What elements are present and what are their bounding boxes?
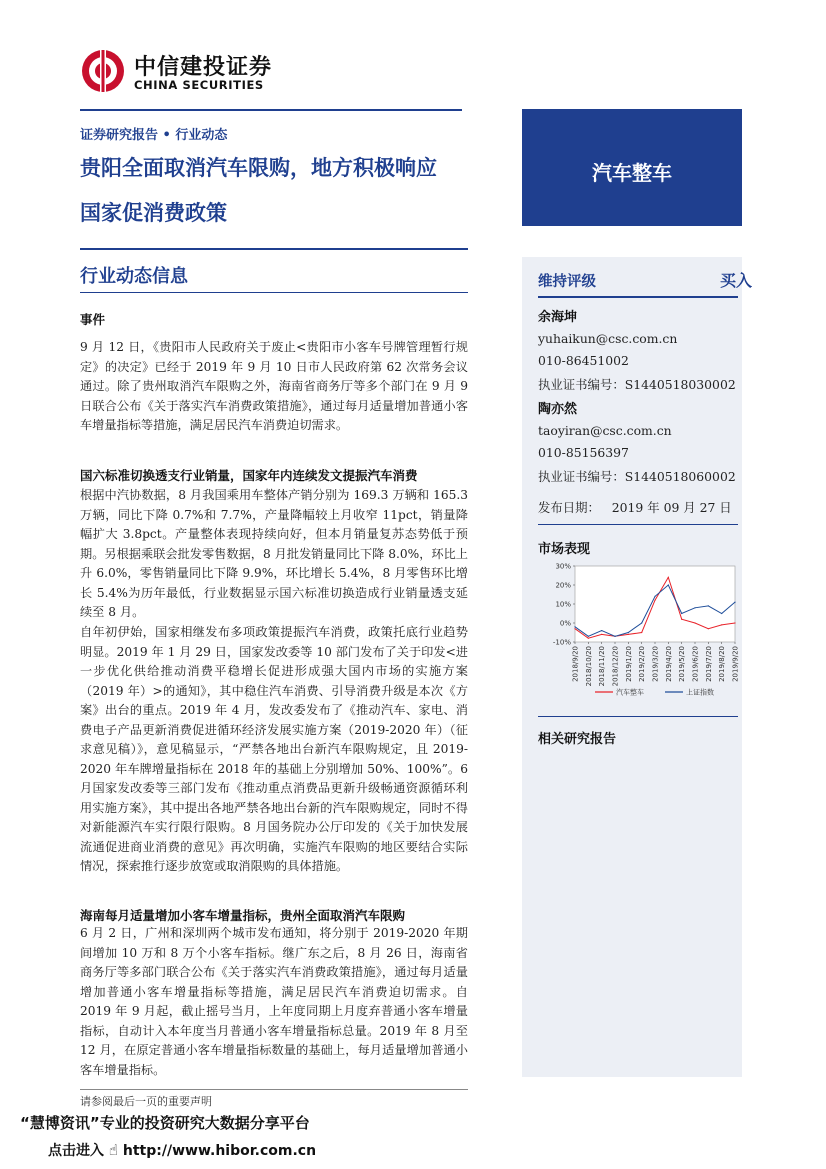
event-paragraph-text: 9 月 12 日，《贵阳市人民政府关于废止<贵阳市小客车号牌管理暂行规定》的决定》已经于 2019 年 9 月 10 日市人民政府第 62 次常务会议通过。除了贵州取消汽车限购之外，海南省商务厅等多个部门在 9 月 9 日联合公布《关于落实汽车消费政策措施》，通过每月适量增加普通小客车增量指标等措施，满足居民汽车消费迫切需求。 [80,340,468,432]
x-tick-label: 2018/9/20 [571,646,580,682]
series-point [588,636,589,637]
paragraph-4-text: 6 月 2 日，广州和深圳两个城市发布通知，将分别于 2019-2020 年期间增加 10 万和 8 万个小客车指标。继广东之后，8 月 26 日，海南省商务厅等多部门联合公布《关于落实汽车消费政策措施》，通过每月适量增加普通小客车增量指标等措施，满足居民汽车消费迫切需求。自 2019 年 9 月起，截止摇号当月，上年度同期上月度弃普通小客车增量指标，自动计入本年度当月普通小客车增量指标总量。2019 年 8 月至 12 月，在原定普通小客车增量指标数量的基础上，每月适量增加普通小客车增量指标。 [80,926,468,1077]
series-point [654,596,655,597]
analyst2-phone: 010-85156397 [538,445,629,460]
x-tick-label: 2018/12/20 [611,646,620,687]
x-tick-label: 2018/10/20 [584,646,593,687]
series-point [708,628,709,629]
series-point [721,613,722,614]
series-point [668,577,669,578]
rating-label: 维持评级 [538,274,596,290]
series-point [668,584,669,585]
y-tick-label: -10% [552,638,571,647]
report-type: 证券研究报告 • 行业动态 [80,128,228,143]
series-point [641,622,642,623]
footer-disclaimer: 请参阅最后一页的重要声明 [80,1095,212,1108]
series-point [681,613,682,614]
x-tick-label: 2018/11/20 [598,646,607,687]
related-title: 相关研究报告 [538,732,617,747]
paragraph-4 [80,924,468,1080]
event-heading: 事件 [80,312,106,327]
paragraph-3-text: 自年初伊始，国家相继发布多项政策提振汽车消费，政策托底行业趋势明显。2019 年 1 月 29 日，国家发改委等 10 部门发布了关于印发<进一步优化供给推动消费平稳增长促进形成强大国内市场的实施方案（2019 年）>的通知》，其中稳住汽车消费、引导消费升级是本次《方案》出台的重点。2019 年 4 月，发改委发布了《推动汽车、家电、消费电子产品更新消费促进循环经济发展实施方案（2019-2020 年）（征求意见稿）》，意见稿显示，“严禁各地出台新汽车限购规定，且 2019-2020 年车牌增量指标在 2018 年的基础上分别增加 50%、100%”。6 月国家发改委等三部门发布《推动重点消费品更新升级畅通资源循环利用实施方案》，其中提出各地严禁各地出台新的汽车限购规定，同时不得对新能源汽车实行限行限购。8 月国务院办公厅印发的《关于加快发展流通促进商业消费的意见》再次明确，实施汽车限购的地区要结合实际情况，探索推行逐步放宽或取消限购的具体措施。 [80,625,468,873]
related-rule [538,716,738,717]
market-title: 市场表现 [538,542,591,557]
watermark-line2[interactable] [48,1140,316,1160]
header-rule [80,109,462,111]
x-tick-label: 2019/1/20 [624,646,633,682]
series-point [641,632,642,633]
y-tick-label: 10% [555,600,571,609]
y-tick-label: 0% [559,619,571,628]
series-point [601,630,602,631]
footer-rule [80,1089,468,1090]
y-tick-label: 30% [555,562,571,571]
section-title-underline [80,292,468,293]
page-title-line2: 国家促消费政策 [80,201,227,225]
x-tick-label: 2019/2/20 [638,646,647,682]
chart-plot-area [575,566,735,642]
paragraph-2 [80,486,468,623]
section-title: 行业动态信息 [80,266,188,287]
series-point [574,628,575,629]
x-tick-label: 2019/8/20 [718,646,727,682]
logo [80,48,300,96]
series-point [721,624,722,625]
x-tick-label: 2019/9/20 [731,646,740,682]
series-point [734,622,735,623]
legend-label: 上证指数 [686,688,714,697]
rating-rule [538,296,738,298]
watermark-line1 [20,1112,310,1133]
watermark-line1-text: “慧博资讯”专业的投资研究大数据分享平台 [20,1114,310,1132]
hand-pointer-icon: ☝ [108,1141,119,1159]
series-point [694,622,695,623]
analyst1-name: 余海坤 [538,310,578,325]
legend-label: 汽车整车 [616,688,644,697]
series-point [708,605,709,606]
event-paragraph [80,338,468,436]
series-point [734,602,735,603]
series-point [574,626,575,627]
title-rule [80,248,468,250]
analyst1-phone: 010-86451002 [538,353,629,368]
x-tick-label: 2019/3/20 [651,646,660,682]
publish-date: 发布日期： 2019 年 09 月 27 日 [538,500,732,515]
series-point [588,638,589,639]
logo-cn-text: 中信建投证券 [134,55,273,80]
analyst2-name: 陶亦然 [538,402,578,417]
watermark-url[interactable]: http://www.hibor.com.cn [122,1143,317,1159]
analyst2-cert: 执业证书编号：S1440518060002 [538,469,736,484]
sector-banner [522,109,742,226]
paragraph-3 [80,623,468,877]
section-heading-3: 海南每月适量增加小客车增量指标，贵州全面取消汽车限购 [80,908,406,923]
series-point [628,632,629,633]
series-point [628,634,629,635]
y-tick-label: 20% [555,581,571,590]
x-tick-label: 2019/6/20 [691,646,700,682]
paragraph-2-text: 根据中汽协数据，8 月我国乘用车整体产销分别为 169.3 万辆和 165.3 万辆，同比下降 0.7%和 7.7%，产量降幅较上月收窄 11pct，销量降幅扩大 3.8pct。产量整体表现持续向好，但本月销量复苏态势低于预期。另根据乘联会批发零售数据，8 月批发销量同比下降 8.0%，环比上升 6.0%，零售销量同比下降 9.9%，环比增长 5.4%，8 月零售环比增长 5.4%为历年最低，行业数据显示国六标准切换造成行业销量透支延续至 8 月。 [80,488,468,619]
series-point [681,619,682,620]
x-tick-label: 2019/7/20 [704,646,713,682]
analyst1-cert: 执业证书编号：S1440518030002 [538,377,736,392]
series-point [614,636,615,637]
page-title-line1: 贵阳全面取消汽车限购，地方积极响应 [80,156,437,180]
x-tick-label: 2019/5/20 [678,646,687,682]
logo-mark-icon [80,48,126,94]
analyst2-email[interactable]: taoyiran@csc.com.cn [538,423,672,438]
x-tick-label: 2019/4/20 [664,646,673,682]
date-rule [538,524,738,525]
market-chart [533,560,743,708]
series-point [654,600,655,601]
series-point [601,634,602,635]
rating-value: 买入 [720,271,753,290]
section-heading-2: 国六标准切换透支行业销量，国家年内连续发文提振汽车消费 [80,468,418,483]
logo-en-text: CHINA SECURITIES [134,78,264,92]
analyst1-email[interactable]: yuhaikun@csc.com.cn [538,331,678,346]
series-point [694,607,695,608]
watermark-enter-text: 点击进入 [48,1143,104,1159]
sector-label: 汽车整车 [592,161,672,185]
